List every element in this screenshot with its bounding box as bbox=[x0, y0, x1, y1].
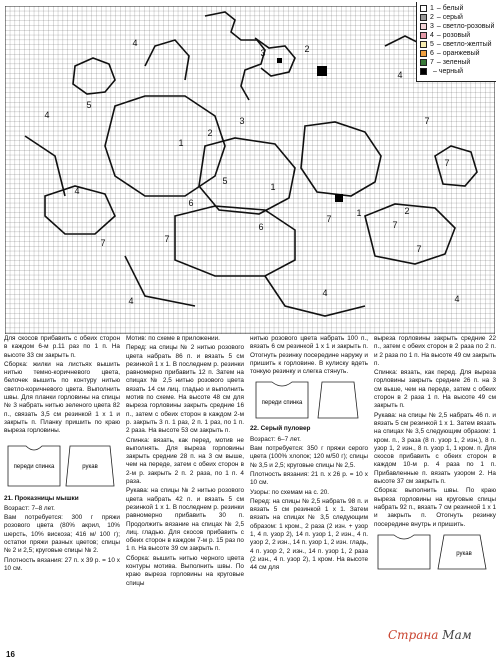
article-body bbox=[4, 335, 496, 653]
paragraph: Мотив: по схеме в приложении. bbox=[126, 335, 220, 342]
section-title: 21. Проказницы мышки bbox=[4, 494, 79, 502]
legend-label: – серый bbox=[436, 14, 463, 21]
sketch-label: переди спинка bbox=[261, 400, 303, 407]
paragraph: Перед: на спицы № 2,5 набрать 98 п. и вязать 5 см резинкой 1 х 1. Затем вязать на спицах № 3,5 следующим образом: 1 кром., 2 раза (2 изн. + узор 1, 4 п. узор 2), 14 п. узор 1, 2 изн., 4 п. узор 2, 2 изн., 14 п. узор 1, 2 изн. гладь, 4 п. узор 2, 2 изн., 14 п. узор 1, 2 раза (2 изн., 4 п. узор 2), 1 кром. На высоте 44 см для bbox=[250, 497, 368, 572]
legend-label: – розовый bbox=[436, 32, 471, 39]
chart-label: 7 bbox=[164, 234, 170, 244]
watermark-b: Мам bbox=[442, 628, 472, 642]
section-title: 22. Серый пуловер bbox=[250, 425, 311, 433]
legend-num: 7 bbox=[430, 59, 434, 66]
chart-label: 4 bbox=[74, 186, 80, 196]
chart-label: 1 bbox=[270, 182, 276, 192]
chart-label: 7 bbox=[326, 214, 332, 224]
chart-label: 4 bbox=[44, 110, 50, 120]
paragraph: Для скосов прибавить с обеих сторон в каждом 6-м р.11 раз по 1 п. На высоте 33 см закрыть п. bbox=[4, 335, 120, 359]
legend-label: – светло-желтый bbox=[436, 41, 492, 48]
chart-label: 7 bbox=[424, 116, 430, 126]
paragraph: Сборка: выполнить швы. По краю выреза горловины на круговые спицы набрать 92 п., вязать 7 см резинкой 1 х 1 и закрыть п. Отогнуть резинку посередине внутрь и пришить. bbox=[374, 487, 496, 528]
paragraph: Сборка: жилки на листьях вышить нитью темно-коричневого цвета, белочек вышить по контуру нитью светло-коричневого цвета. Выполнить швы. Для планки горловины на спицы № 3 набрать нитью зеленого цвета 82 п., связать 3,5 см резинкой 1 х 1 и закрыть п. Планку пришить по краю выреза горловины. bbox=[4, 360, 120, 435]
chart-label: 7 bbox=[416, 244, 422, 254]
chart-label: 2 bbox=[404, 206, 410, 216]
legend-num: 1 bbox=[430, 5, 434, 12]
legend-item bbox=[420, 4, 496, 13]
legend-swatch bbox=[420, 5, 427, 12]
chart-label: 4 bbox=[397, 70, 403, 80]
sketch-sleeve-label: рукав bbox=[82, 463, 98, 470]
legend-swatch bbox=[420, 23, 427, 30]
legend-item bbox=[420, 49, 496, 58]
chart-label: 7 bbox=[444, 158, 450, 168]
legend-num: 4 bbox=[430, 32, 434, 39]
chart-label: 5 bbox=[222, 176, 228, 186]
garment-sketch bbox=[250, 378, 364, 422]
chart-label: 3 bbox=[260, 48, 266, 58]
garment-sketch bbox=[4, 438, 116, 492]
column-3 bbox=[250, 335, 368, 653]
legend-item bbox=[420, 22, 496, 31]
paragraph: Возраст: 6–7 лет. bbox=[250, 435, 301, 443]
paragraph: Перед: на спицы № 2 нитью розового цвета набрать 86 п. и вязать 5 см резинкой 1 х 1. В последнем р. резинки равномерно прибавить 12 п. Затем на спицах № 2,5 нитью розового цвета вязать 14 см лиц. гладью и выполнить мотив по схеме. На высоте 48 см для выреза горловины закрыть средние 16 п., затем с обеих сторон в каждом 2-м р. закрыть 3 п. 1 раз, 2 п. 1 раз, по 1 п. 2 раза. На высоте 53 см закрыть п. bbox=[126, 344, 244, 435]
chart-label: 4 bbox=[322, 288, 328, 298]
paragraph: нитью розового цвета набрать 100 п., вязать 6 см резинкой 1 х 1 и закрыть п. Отогнуть резинку посередине наружу и пришить к горловине. В кулиску вдеть тонкую резинку и слегка стянуть. bbox=[250, 335, 368, 376]
chart-label: 3 bbox=[239, 116, 245, 126]
paragraph: Узоры: по схемам на с. 20. bbox=[250, 488, 330, 496]
paragraph: Плотность вязания: 27 п. х 39 р. = 10 х 10 см. bbox=[4, 556, 120, 572]
chart-label: 7 bbox=[392, 220, 398, 230]
paragraph: Спинка: вязать, как перед. Для выреза горловины закрыть средние 26 п. на 3 см выше, чем на переде, затем с обеих сторон в 2 раза 1 п. На высоте 49 см закрыть п. bbox=[374, 369, 496, 410]
chart-label: 4 bbox=[128, 296, 134, 306]
paragraph: Вам потребуется: 350 г пряжи серого цвета (100% хлопок; 120 м/50 г); спицы № 3,5 и 2,5; круговые спицы № 2,5. bbox=[250, 445, 368, 469]
legend-swatch bbox=[420, 14, 427, 21]
legend-label: – белый bbox=[436, 5, 464, 12]
sketch-label: переди спинка bbox=[13, 463, 55, 470]
legend-item bbox=[420, 58, 496, 67]
legend-swatch bbox=[420, 59, 427, 66]
legend-swatch bbox=[420, 50, 427, 57]
paragraph: Вам потребуется: 300 г пряжи розового цвета (80% акрил, 10% шерсть, 10% вискоза; 416 м/ 100 г); остатки пряжи разных цветов; спицы № 2 и 2,5; круговые спицы № 2. bbox=[4, 514, 120, 555]
chart-label: 6 bbox=[258, 222, 264, 232]
color-legend bbox=[416, 2, 496, 82]
chart-label: 1 bbox=[356, 208, 362, 218]
paragraph: Сборка: вышить нитью черного цвета контуры мотива. Выполнить швы. По краю выреза горловины на круговые спицы bbox=[126, 554, 244, 587]
paragraph: Плотность вязания: 21 п. х 26 р. = 10 х 10 см. bbox=[250, 470, 368, 487]
legend-item bbox=[420, 31, 496, 40]
page-number: 16 bbox=[6, 650, 15, 659]
column-2 bbox=[126, 335, 244, 653]
paragraph: выреза горловины закрыть средние 22 п., затем с обеих сторон в 2 раза по 2 п. и 2 раза по 1 п. На высоте 49 см закрыть п. bbox=[374, 335, 496, 367]
legend-num: 5 bbox=[430, 41, 434, 48]
legend-item bbox=[420, 13, 496, 22]
chart-label: 1 bbox=[178, 138, 184, 148]
chart-label: 6 bbox=[188, 198, 194, 208]
chart-label: 2 bbox=[207, 128, 213, 138]
watermark-a: Страна bbox=[388, 628, 439, 642]
legend-item bbox=[420, 67, 496, 76]
legend-num: 2 bbox=[430, 14, 434, 21]
legend-num: 3 bbox=[430, 23, 434, 30]
paragraph: Спинка: вязать, как перед, мотив не выполнять. Для выреза горловины закрыть средние 28 п. на 3 см выше, чем на переде, затем с обеих сторон в 2-м р. закрыть 2 п. 2 раза, по 1 п. 4 раза. bbox=[126, 436, 244, 486]
chart-label: 4 bbox=[132, 38, 138, 48]
garment-sketch bbox=[374, 531, 492, 571]
paragraph: Рукава: на спицы № 2 нитью розового цвета набрать 42 п. и вязать 5 см резинкой 1 х 1. В последнем р. резинки равномерно прибавить 30 п. Продолжить вязание на спицах № 2,5 лиц. гладью. Для скосов прибавить с обеих сторон в каждом 7-м р. 15 раз по 1 п. На высоте 39 см закрыть п. bbox=[126, 487, 244, 553]
legend-item bbox=[420, 40, 496, 49]
column-1 bbox=[4, 335, 120, 653]
column-4 bbox=[374, 335, 496, 653]
paragraph: Возраст: 7–8 лет. bbox=[4, 504, 55, 512]
legend-swatch bbox=[420, 32, 427, 39]
chart-label: 7 bbox=[100, 238, 106, 248]
legend-swatch bbox=[420, 68, 427, 75]
legend-label: – зеленый bbox=[436, 59, 471, 66]
legend-num: 6 bbox=[430, 50, 434, 57]
chart-label: 2 bbox=[304, 44, 310, 54]
legend-label: – оранжевый bbox=[436, 50, 480, 57]
legend-label: – черный bbox=[433, 68, 464, 75]
chart-label: 5 bbox=[86, 100, 92, 110]
legend-swatch bbox=[420, 41, 427, 48]
paragraph: Рукава: на спицы № 2,5 набрать 46 п. и вязать 5 см резинкой 1 х 1. Затем вязать на спицах № 3,5 следующим образом: 1 кром. п., 3 раза (8 п. узор 1, 2 изн.), 8 п. узор 1, 2 изн., 8 п. узор 1, 1 кром. п. Для скосов прибавить с обеих сторон в каждом 10-м р. 4 раза по 1 п. Прибавленные п. вязать узором 2. На высоте 37 см закрыть п. bbox=[374, 411, 496, 486]
sketch-sleeve-label: рукав bbox=[456, 550, 472, 557]
chart-label: 4 bbox=[454, 294, 460, 304]
legend-label: – светло-розовый bbox=[436, 23, 495, 30]
watermark bbox=[388, 628, 472, 642]
